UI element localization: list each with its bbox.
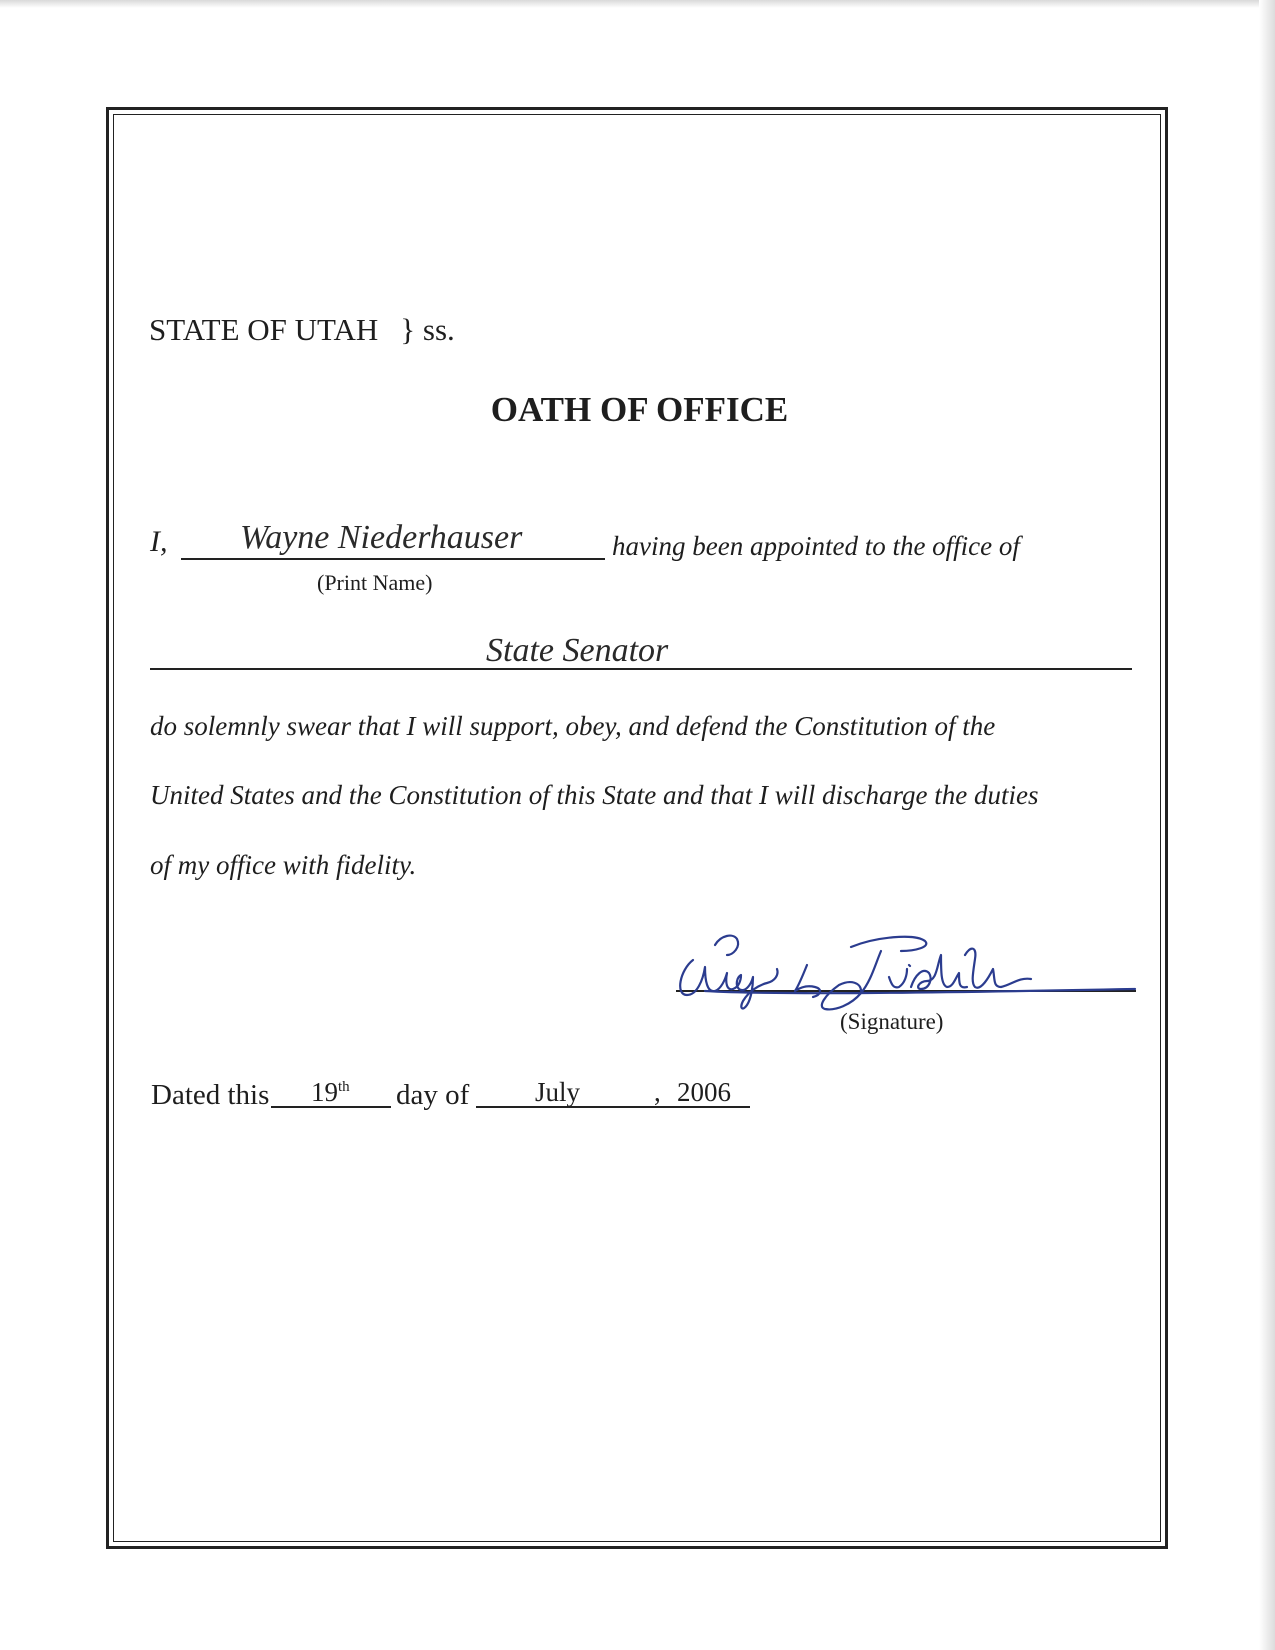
- signature-label: (Signature): [840, 1009, 944, 1034]
- appointed-text: having been appointed to the office of: [612, 531, 1020, 561]
- dated-prefix: Dated this: [151, 1079, 270, 1111]
- oath-body-line-3: of my office with fidelity.: [150, 850, 417, 880]
- brace-symbol: }: [400, 312, 416, 347]
- scan-edge-right: [1259, 0, 1275, 1650]
- oath-pronoun: I,: [150, 525, 168, 558]
- scan-edge-top: [0, 0, 1275, 8]
- day-number: 19: [311, 1077, 338, 1107]
- office-value: State Senator: [486, 632, 669, 669]
- name-value: Wayne Niederhauser: [240, 519, 523, 556]
- state-name: STATE OF UTAH: [149, 312, 379, 347]
- oath-body-line-1: do solemnly swear that I will support, obey, and defend the Constitution of the: [150, 711, 996, 741]
- venue-line: [149, 312, 455, 348]
- month-value: July: [535, 1077, 581, 1107]
- oath-body-line-2: United States and the Constitution of this State and that I will discharge the duties: [150, 780, 1039, 810]
- day-suffix: th: [338, 1079, 350, 1095]
- title-text: OATH OF OFFICE: [490, 390, 789, 429]
- date-comma: ,: [654, 1077, 661, 1107]
- day-value: [311, 1076, 350, 1108]
- print-name-label: (Print Name): [317, 570, 433, 595]
- dated-middle: day of: [396, 1079, 470, 1111]
- document-title: [0, 390, 1275, 430]
- year-value: 2006: [677, 1077, 731, 1107]
- ss-abbrev: ss.: [422, 312, 455, 347]
